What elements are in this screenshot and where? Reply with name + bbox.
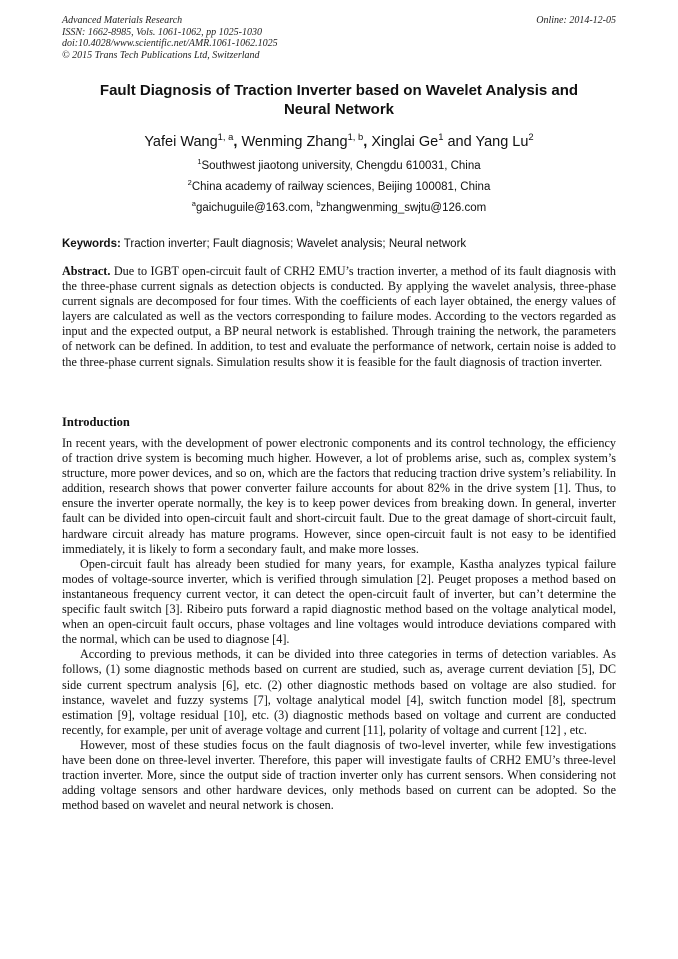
copyright-line: © 2015 Trans Tech Publications Ltd, Switzerland <box>62 49 260 61</box>
paragraph: Open-circuit fault has already been studied for many years, for example, Kastha analyzes typical failure modes of voltage-source inverter, which is verified through simulation [2]. Peuget proposes a method based on instantaneous frequency current vector, it can detect the open-circuit fault of inverter, but can’t determine the specific fault switch [3]. Ribeiro puts forward a rapid diagnostic method based on the voltage analytical model, when an open-circuit fault occurs, phase voltages and line voltages would introduce deviations compared with the normal, which can be used to diagnose [4]. <box>62 556 616 647</box>
keywords-text: Traction inverter; Fault diagnosis; Wavelet analysis; Neural network <box>120 238 467 250</box>
affiliation-2 <box>62 180 616 194</box>
email-address: zhangwenming_swjtu@126.com <box>320 202 487 214</box>
author-name: Xinglai Ge <box>371 134 439 150</box>
email-marker: b <box>316 199 321 209</box>
author-marker: 1, b <box>347 131 364 143</box>
online-date: Online: 2014-12-05 <box>536 15 616 26</box>
journal-header <box>62 15 616 61</box>
affiliation-text: Southwest jiaotong university, Chengdu 610031, China <box>201 160 481 172</box>
paper-title <box>62 81 616 119</box>
abstract-label: Abstract. <box>62 264 111 278</box>
paragraph: According to previous methods, it can be divided into three categories in terms of detection variables. As follows, (1) some diagnostic methods based on current are studied, such as, average current deviation [5], DC side current spectrum analysis [6], etc. (2) other diagnostic methods based on voltage are also studied. for instance, wavelet and fuzzy systems [7], voltage analytical model [4], switch function model [8], spectrum estimation [9], voltage residual [10], etc. (3) diagnostic methods based on voltage and current are conducted recently, for example, per unit of average voltage and current [11], polarity of voltage and current [12] , etc. <box>62 647 616 737</box>
section-heading: Introduction <box>62 415 130 429</box>
abstract <box>62 264 616 370</box>
author-separator: , <box>233 134 242 150</box>
abstract-text: Due to IGBT open-circuit fault of CRH2 EMU’s traction inverter, a method of its fault diagnosis with the three-phase current signals as detection objects is conducted. By applying the wavelet analysis, three-phase current signals are decomposed for four times. With the coefficients of each layer obtained, the energy values of layers are calculated as well as the vectors corresponding to failure modes. According to the vectors regarded as input and the expected output, a BP neural network is established. Through training the network, the parameters of network can be defined. In addition, to test and evaluate the performance of network, certain noise is added to the three-phase current signals. Simulation results show it is feasible for the fault diagnosis of traction inverter. <box>62 264 616 369</box>
author-separator: and <box>443 134 476 150</box>
author-list <box>62 133 616 151</box>
author-name: Wenming Zhang <box>241 134 348 150</box>
doi-line: doi:10.4028/www.scientific.net/AMR.1061-1062.1025 <box>62 38 278 50</box>
journal-name: Advanced Materials Research <box>62 15 183 26</box>
author-separator: , <box>363 134 372 150</box>
paragraph: However, most of these studies focus on the fault diagnosis of two-level inverter, while few investigations have been done on three-level inverter. Therefore, this paper will investigate faults of CRH2 EMU’s three-level traction inverter. More, since the output side of traction inverter only has current sensors. When considering not adding voltage sensors and other hardware devices, only methods based on current can be adopted. So the method based on wavelet and neural network is chosen. <box>62 737 616 813</box>
paragraph: In recent years, with the development of power electronic components and its control technology, the efficiency of traction drive system is becoming much higher. However, a lot of problems arise, such as, complex system’s structure, more power devices, and so on, which are the factors that reducing traction drive system’s reliability. In addition, research shows that power converter failure accounts for about 82% in the drive system [1]. Thus, to ensure the inverter operate normally, the key is to keep power devices from breaking down. In general, inverter fault can be divided into open-circuit fault and short-circuit fault. Due to the great damage of short-circuit fault, hardware circuit already has mature programs. However, since open-circuit fault is not easy to be identified immediately, it is likely to form a secondary fault, and make more losses. <box>62 436 616 556</box>
keywords <box>62 237 616 251</box>
email-marker: a <box>191 199 196 209</box>
affiliation-text: China academy of railway sciences, Beijing 100081, China <box>191 181 491 193</box>
author-name: Yafei Wang <box>144 134 218 150</box>
title-line-1: Fault Diagnosis of Traction Inverter based on Wavelet Analysis and <box>99 82 579 99</box>
email-address: gaichuguile@163.com, <box>195 202 317 214</box>
keywords-label: Keywords: <box>62 238 121 250</box>
issn-line: ISSN: 1662-8985, Vols. 1061-1062, pp 1025-1030 <box>62 26 262 38</box>
author-name: Yang Lu <box>475 134 529 150</box>
email-line <box>62 201 616 215</box>
affiliation-marker: 2 <box>187 178 192 188</box>
author-marker: 1, a <box>217 131 234 143</box>
title-line-2: Neural Network <box>283 101 395 118</box>
author-marker: 2 <box>528 131 534 143</box>
introduction-body <box>62 436 616 813</box>
affiliation-marker: 1 <box>197 157 202 167</box>
affiliation-1 <box>62 159 616 173</box>
author-marker: 1 <box>438 131 444 143</box>
